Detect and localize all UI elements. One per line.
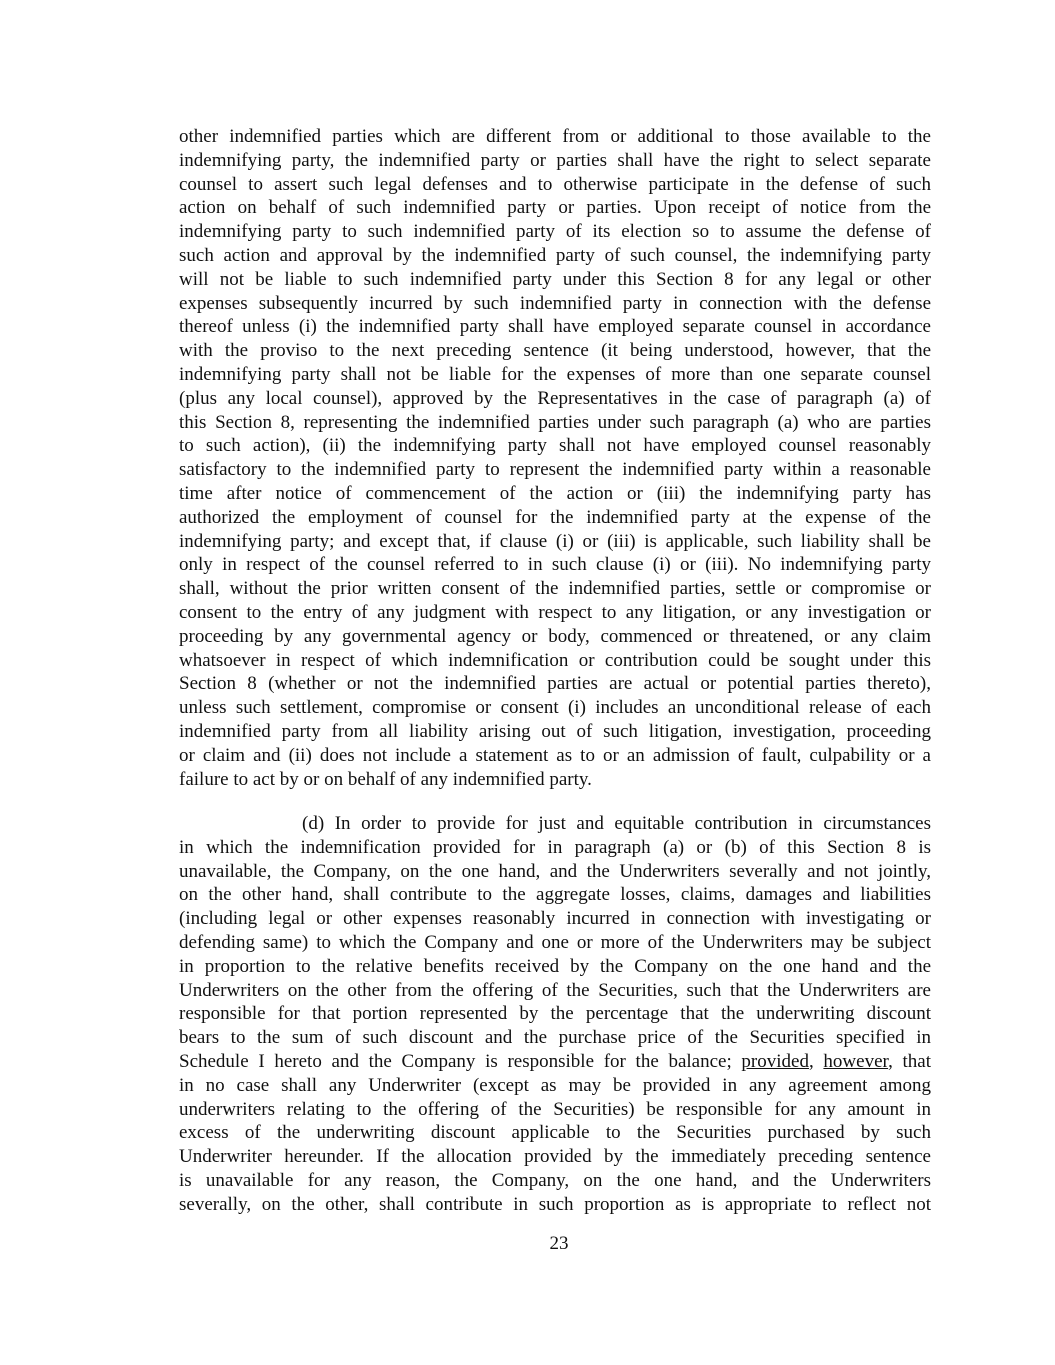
text-line: Underwriter hereunder. If the allocation provided by the immediately preceding sentence (179, 1146, 931, 1168)
text-line: (plus any local counsel), approved by the Representatives in the case of paragraph (a) of (179, 387, 931, 409)
text-line: underwriters relating to the offering of the Securities) be responsible for any amount in (179, 1098, 931, 1120)
text-line: failure to act by or on behalf of any indemnified party. (179, 768, 592, 790)
paragraph-indemnification-counsel (179, 125, 931, 791)
underlined-however: however (823, 1050, 889, 1072)
text-fragment: , that (888, 1050, 932, 1072)
text-line: unless such settlement, compromise or consent (i) includes an unconditional release of each (179, 697, 931, 719)
text-line: in no case shall any Underwriter (except as may be provided in any agreement among (179, 1074, 931, 1096)
paragraph-d-contribution (179, 812, 931, 1217)
text-line: with the proviso to the next preceding sentence (it being understood, however, that the (179, 340, 931, 362)
text-line: proceeding by any governmental agency or body, commenced or threatened, or any claim (179, 625, 931, 647)
text-line: thereof unless (i) the indemnified party shall have employed separate counsel in accordance (179, 316, 931, 338)
text-line: defending same) to which the Company and one or more of the Underwriters may be subject (179, 931, 931, 953)
text-line: Underwriters on the other from the offering of the Securities, such that the Underwriters are (179, 979, 931, 1001)
text-line: other indemnified parties which are different from or additional to those available to the (179, 126, 931, 147)
text-line: shall, without the prior written consent of the indemnified parties, settle or compromise or (179, 578, 931, 600)
text-line: such action and approval by the indemnified party of such counsel, the indemnifying party (179, 244, 931, 266)
text-line: indemnified party from all liability arising out of such litigation, investigation, proceeding (179, 720, 931, 742)
text-line: action on behalf of such indemnified party or parties. Upon receipt of notice from the (179, 197, 931, 219)
text-line: (including legal or other expenses reasonably incurred in connection with investigating or (179, 908, 931, 930)
text-line: to such action), (ii) the indemnifying party shall not have employed counsel reasonably (179, 435, 931, 457)
text-line: bears to the sum of such discount and the purchase price of the Securities specified in (179, 1027, 931, 1049)
text-line: indemnifying party shall not be liable for the expenses of more than one separate counsel (179, 363, 931, 385)
text-line: on the other hand, shall contribute to the aggregate losses, claims, damages and liabilities (179, 884, 931, 906)
text-line: satisfactory to the indemnified party to represent the indemnified party within a reasonable (179, 459, 931, 481)
page-number: 23 (549, 1233, 569, 1254)
text-line: responsible for that portion represented by the percentage that the underwriting discount (179, 1003, 931, 1025)
text-line: authorized the employment of counsel for the indemnified party at the expense of the (179, 506, 931, 528)
text-line: consent to the entry of any judgment with respect to any litigation, or any investigation or (179, 601, 931, 623)
text-line: indemnifying party; and except that, if clause (i) or (iii) is applicable, such liability shall be (179, 530, 931, 552)
text-line: is unavailable for any reason, the Company, on the one hand, and the Underwriters (179, 1169, 931, 1191)
text-line: whatsoever in respect of which indemnification or contribution could be sought under this (179, 649, 931, 671)
text-line: in proportion to the relative benefits received by the Company on the one hand and the (179, 955, 931, 977)
text-line: unavailable, the Company, on the one hand, and the Underwriters severally and not jointly, (179, 860, 931, 882)
text-fragment: Schedule I hereto and the Company is responsible for the balance; (179, 1050, 742, 1072)
text-line: or claim and (ii) does not include a statement as to or an admission of fault, culpability or a (179, 744, 931, 766)
text-line: in which the indemnification provided for in paragraph (a) or (b) of this Section 8 is (179, 836, 931, 858)
text-fragment: , (808, 1050, 824, 1072)
text-line: this Section 8, representing the indemnified parties under such paragraph (a) who are parties (179, 411, 931, 433)
text-line: time after notice of commencement of the action or (iii) the indemnifying party has (179, 482, 931, 504)
text-line: severally, on the other, shall contribute in such proportion as is appropriate to reflect not (179, 1193, 931, 1215)
text-line: expenses subsequently incurred by such indemnified party in connection with the defense (179, 292, 931, 314)
text-line: indemnifying party, the indemnified party or parties shall have the right to select separate (179, 149, 931, 171)
text-line: (d) In order to provide for just and equitable contribution in circumstances (302, 813, 931, 834)
text-line: will not be liable to such indemnified party under this Section 8 for any legal or other (179, 268, 931, 290)
text-line: indemnifying party to such indemnified party of its election so to assume the defense of (179, 221, 931, 243)
underlined-provided: provided (741, 1050, 809, 1072)
text-line: excess of the underwriting discount applicable to the Securities purchased by such (179, 1122, 931, 1144)
text-line: Section 8 (whether or not the indemnified parties are actual or potential parties thereto), (179, 673, 931, 695)
text-line: only in respect of the counsel referred to in such clause (i) or (iii). No indemnifying party (179, 554, 931, 576)
text-line: counsel to assert such legal defenses and to otherwise participate in the defense of such (179, 173, 931, 195)
text-line-underlined-terms (179, 1050, 931, 1074)
